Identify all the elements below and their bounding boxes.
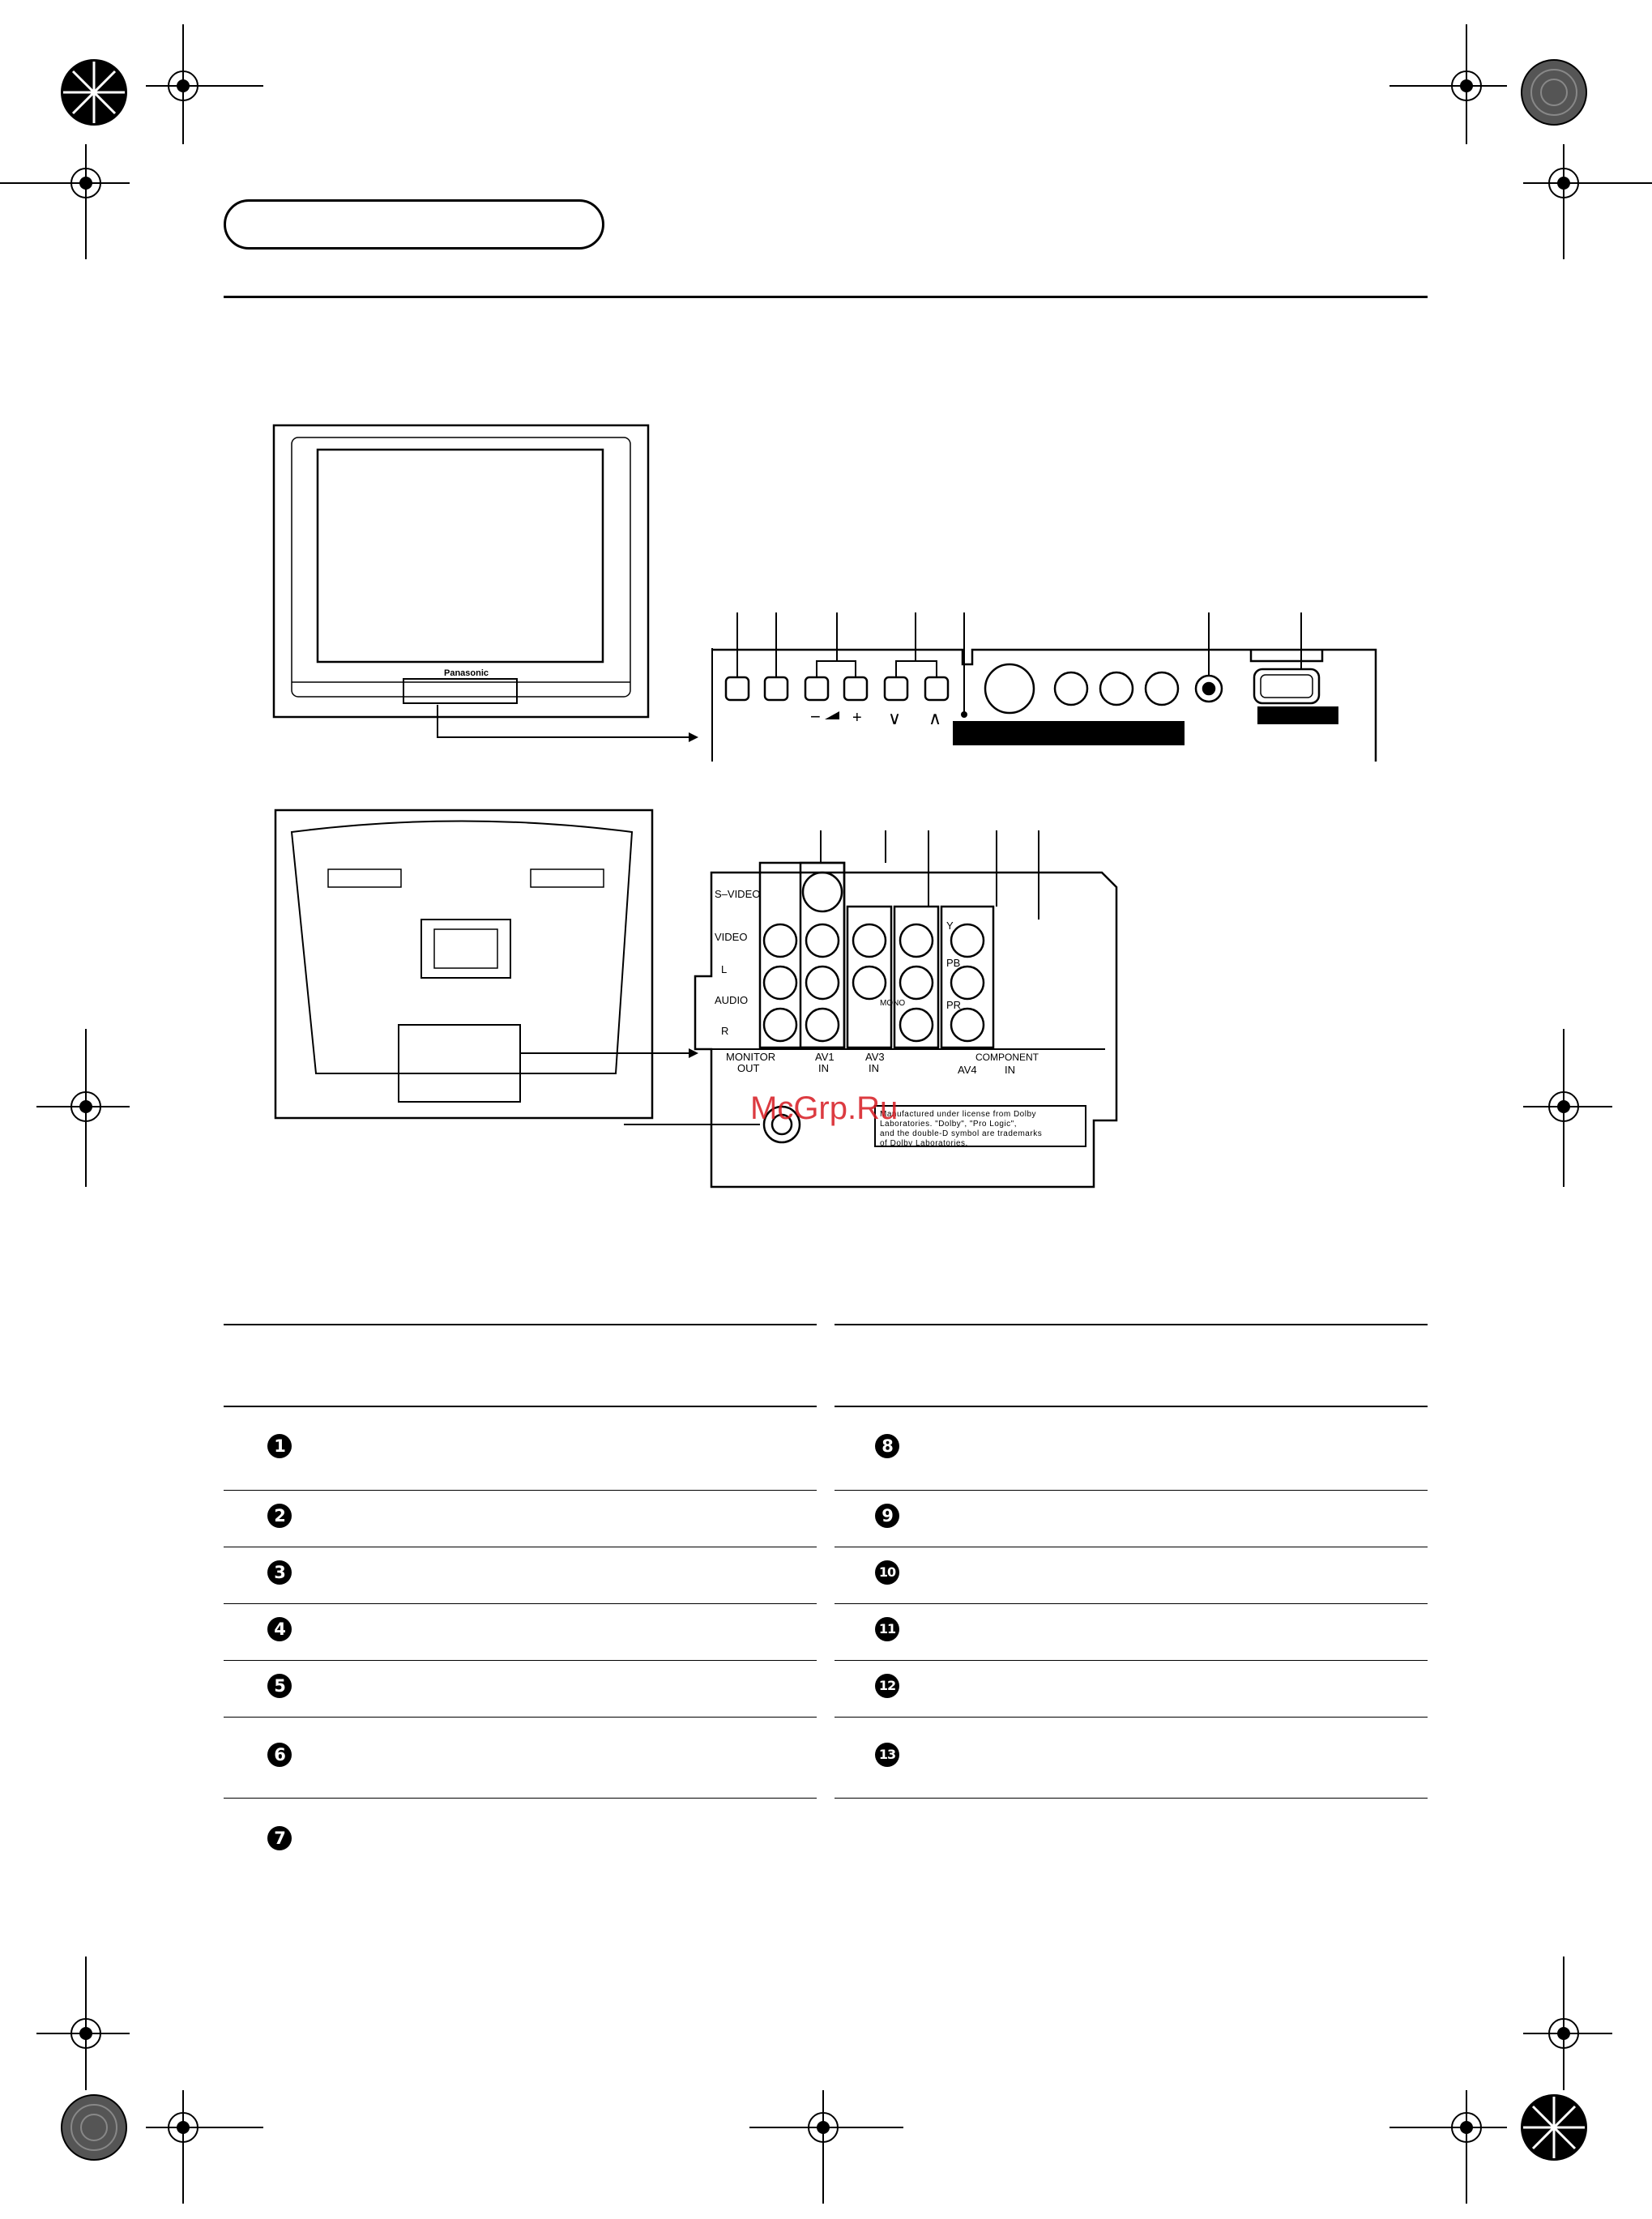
legend-number-12: 12: [875, 1674, 899, 1698]
row-rule: [224, 1490, 817, 1491]
button-6: [925, 677, 948, 700]
svg-text:OUT: OUT: [737, 1062, 760, 1074]
svg-text:Laboratories. "Dolby", "Pro Lo: Laboratories. "Dolby", "Pro Logic",: [880, 1120, 1017, 1129]
legend-number-5: 5: [267, 1674, 292, 1698]
svg-text:L: L: [721, 963, 728, 975]
svg-text:COMPONENT: COMPONENT: [975, 1052, 1039, 1063]
legend-number-6: 6: [267, 1743, 292, 1767]
svg-text:Panasonic: Panasonic: [444, 668, 489, 678]
tv-rear-diagram: [267, 806, 1159, 1195]
row-rule: [835, 1660, 1428, 1661]
svg-text:+: +: [852, 709, 862, 727]
row-rule: [224, 1603, 817, 1604]
row-rule: [835, 1490, 1428, 1491]
legend-number-10: 10: [875, 1560, 899, 1585]
svg-text:IN: IN: [1005, 1064, 1015, 1076]
svg-text:MONO: MONO: [880, 999, 906, 1008]
svg-text:AV3: AV3: [865, 1051, 885, 1063]
button-3: [805, 677, 828, 700]
legend-number-7: 7: [267, 1826, 292, 1850]
svg-text:MONITOR: MONITOR: [726, 1051, 776, 1063]
svg-text:VIDEO: VIDEO: [715, 931, 748, 943]
svg-text:Manufactured under license fro: Manufactured under license from Dolby: [880, 1110, 1037, 1119]
row-rule: [224, 1717, 817, 1718]
legend-number-2: 2: [267, 1504, 292, 1528]
svg-text:and the double-D symbol are tr: and the double-D symbol are trademarks: [880, 1129, 1043, 1138]
table-top-rule-right: [835, 1324, 1428, 1325]
table-top-rule-left: [224, 1324, 817, 1325]
button-4: [844, 677, 867, 700]
tv-front-diagram: [267, 421, 1385, 762]
legend-number-8: 8: [875, 1434, 899, 1458]
svg-text:PB: PB: [946, 957, 961, 969]
svg-text:AV4: AV4: [958, 1064, 977, 1076]
button-2: [765, 677, 788, 700]
row-rule: [224, 1660, 817, 1661]
header-rule: [224, 296, 1428, 298]
svg-text:S–VIDEO: S–VIDEO: [715, 888, 761, 900]
front-jack-large: [985, 664, 1034, 713]
svg-text:IN: IN: [869, 1062, 879, 1074]
legend-number-13: 13: [875, 1743, 899, 1767]
table-header-rule-right: [835, 1406, 1428, 1407]
svg-text:Y: Y: [946, 920, 954, 932]
row-rule: [835, 1603, 1428, 1604]
svg-text:AV1: AV1: [815, 1051, 835, 1063]
svg-text:R: R: [721, 1025, 729, 1037]
section-header-pill: [224, 199, 604, 250]
tv-screen: [318, 450, 603, 662]
legend-number-9: 9: [875, 1504, 899, 1528]
svg-text:AUDIO: AUDIO: [715, 994, 749, 1006]
svg-text:IN: IN: [818, 1062, 829, 1074]
svg-text:−: −: [810, 706, 821, 727]
row-rule: [835, 1717, 1428, 1718]
svg-text:PR: PR: [946, 999, 962, 1011]
svg-text:of Dolby Laboratories.: of Dolby Laboratories.: [880, 1139, 968, 1148]
row-rule: [224, 1798, 817, 1799]
legend-number-3: 3: [267, 1560, 292, 1585]
legend-number-1: 1: [267, 1434, 292, 1458]
row-rule: [835, 1798, 1428, 1799]
svg-text:∨: ∨: [888, 708, 902, 728]
button-1: [726, 677, 749, 700]
svg-text:∧: ∧: [928, 708, 942, 728]
button-5: [885, 677, 907, 700]
legend-number-4: 4: [267, 1617, 292, 1641]
tv-rear-cabinet: [275, 810, 652, 1118]
watermark: McGrp.Ru: [750, 1090, 899, 1126]
legend-number-11: 11: [875, 1617, 899, 1641]
table-header-rule-left: [224, 1406, 817, 1407]
